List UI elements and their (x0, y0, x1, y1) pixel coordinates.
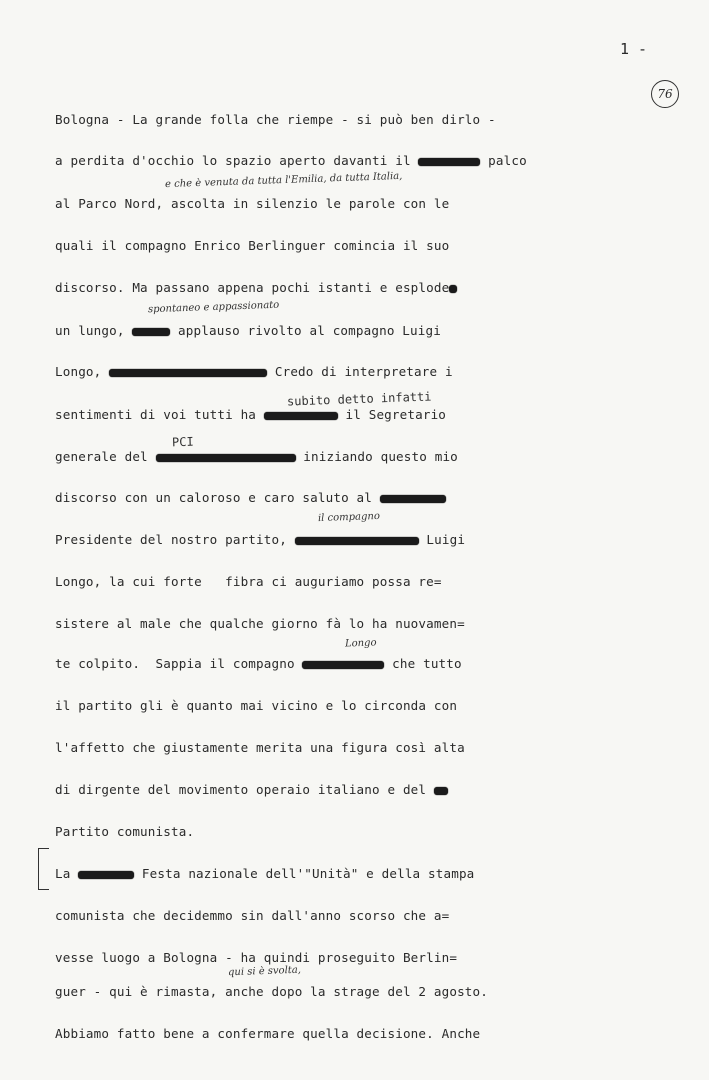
text-line: il partito gli è quanto mai vicino e lo circonda con (55, 698, 458, 713)
text-line: quali il compagno Enrico Berlinguer comincia il suo (55, 238, 450, 253)
text-segment: che tutto (384, 656, 462, 671)
paragraph-bracket (38, 848, 49, 890)
text-segment: Longo, (55, 364, 110, 379)
strikeout-mark (418, 158, 480, 166)
text-segment: Credo di interpretare i (267, 364, 453, 379)
handwritten-insertion: Longo (344, 637, 377, 650)
text-line: Bologna - La grande folla che riempe - si può ben dirlo - (55, 112, 496, 127)
text-line: Partito comunista. (55, 824, 195, 839)
handwritten-insertion: PCI (171, 434, 194, 450)
text-line: al Parco Nord, ascolta in silenzio le parole con le (55, 196, 450, 211)
text-line: Longo, la cui forte fibra ci auguriamo possa re= (55, 574, 442, 589)
text-segment: iniziando questo mio (295, 449, 458, 464)
text-segment: sentimenti di voi tutti ha (55, 407, 264, 422)
text-line (55, 153, 527, 168)
archive-number-stamp: 76 (651, 80, 679, 108)
text-segment: discorso con un caloroso e caro saluto al (55, 490, 380, 505)
text-line (55, 782, 448, 797)
text-line (55, 532, 465, 547)
text-segment: di dirgente del movimento operaio italiano e del (55, 782, 427, 797)
text-segment: applauso rivolto al compagno Luigi (170, 323, 441, 338)
text-line: guer - qui è rimasta, anche dopo la strage del 2 agosto. (55, 984, 488, 999)
text-line (55, 364, 453, 379)
text-line: vesse luogo a Bologna - ha quindi proseguito Berlin= (55, 950, 458, 965)
strikeout-mark (302, 661, 384, 669)
handwritten-insertion: qui si è svolta, (227, 964, 302, 979)
handwritten-insertion: e che è venuta da tutta l'Emilia, da tutta Italia, (164, 170, 403, 191)
strikeout-mark (295, 537, 419, 545)
strikeout-mark (264, 412, 338, 420)
text-segment: a perdita d'occhio lo spazio aperto davanti il (55, 153, 419, 168)
text-segment: Festa nazionale dell'"Unità" e della stampa (134, 866, 475, 881)
handwritten-insertion: il compagno (317, 510, 381, 525)
text-line: l'affetto che giustamente merita una figura così alta (55, 740, 465, 755)
page-number: 1 - (620, 40, 648, 58)
text-line (55, 280, 457, 295)
text-segment: te colpito. Sappia il compagno (55, 656, 303, 671)
text-segment: un lungo, (55, 323, 133, 338)
strikeout-mark (78, 871, 134, 879)
text-line (55, 449, 458, 464)
text-segment: Luigi (418, 532, 466, 547)
strikeout-mark (449, 285, 457, 293)
strikeout-mark (109, 369, 267, 377)
text-line: comunista che decidemmo sin dall'anno scorso che a= (55, 908, 450, 923)
text-line (55, 323, 441, 338)
text-line: Abbiamo fatto bene a confermare quella decisione. Anche (55, 1026, 481, 1041)
text-segment: il Segretario (337, 407, 447, 422)
text-segment: discorso. Ma passano appena pochi istanti e esplode (55, 280, 450, 295)
strikeout-mark (132, 328, 170, 336)
strikeout-mark (380, 495, 446, 503)
text-line (55, 490, 446, 505)
text-line (55, 407, 446, 422)
handwritten-insertion: spontaneo e appassionato (147, 299, 280, 316)
text-segment: generale del (55, 449, 156, 464)
text-line (55, 866, 474, 881)
text-segment: Presidente del nostro partito, (55, 532, 295, 547)
text-segment: palco (480, 153, 527, 168)
strikeout-mark (434, 787, 448, 795)
text-line (55, 656, 462, 671)
strikeout-mark (156, 454, 296, 462)
text-line: sistere al male che qualche giorno fà lo ha nuovamen= (55, 616, 465, 631)
handwritten-insertion: subito detto infatti (286, 389, 432, 409)
text-segment: La (55, 866, 79, 881)
